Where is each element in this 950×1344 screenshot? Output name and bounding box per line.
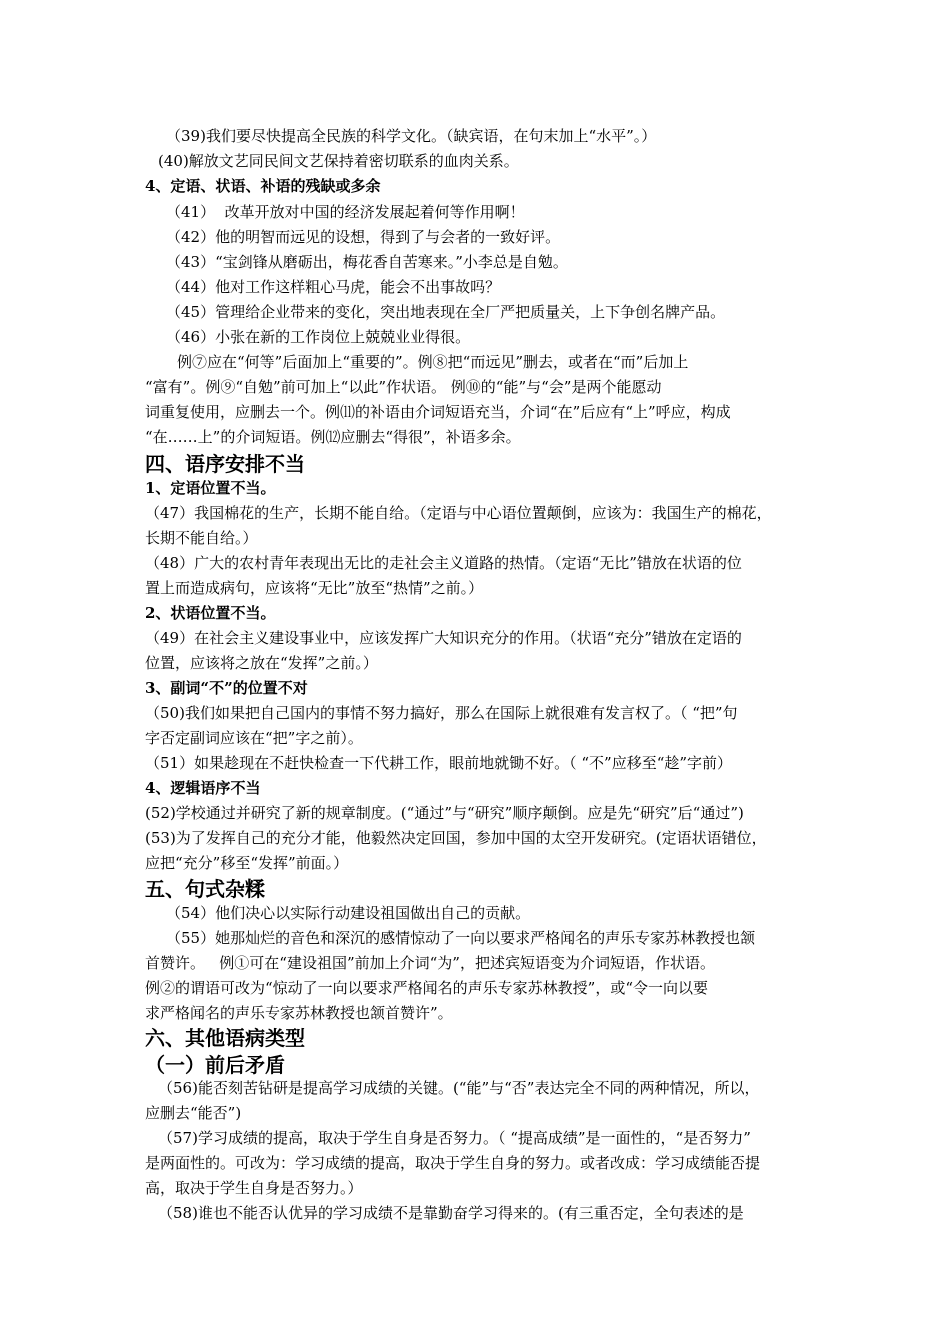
example-49-cont: 位置，应该将之放在“发挥”之前。）	[145, 654, 378, 672]
example-57-cont: 是两面性的。可改为：学习成绩的提高，取决于学生自身的努力。或者改成：学习成绩能否提	[145, 1154, 761, 1172]
example-55: （55）她那灿烂的音色和深沉的感情惊动了一向以要求严格闻名的声乐专家苏林教授也颔	[166, 929, 756, 947]
example-56: （56)能否刻苦钻研是提高学习成绩的关键。(“能”与“否”表达完全不同的两种情况，所以，	[158, 1079, 760, 1097]
example-42: （42）他的明智而远见的设想，得到了与会者的一致好评。	[166, 228, 561, 246]
explanation-line: “在……上”的介词短语。例⑿应删去“得很”，补语多余。	[145, 428, 521, 446]
example-50: （50)我们如果把自己国内的事情不努力搞好，那么在国际上就很难有发言权了。（ “把”句	[145, 704, 738, 722]
section-heading-mixed-structure: 五、句式杂糅	[145, 877, 265, 901]
subheading-logic-order: 4、逻辑语序不当	[145, 779, 261, 797]
example-56-cont: 应删去“能否”)	[145, 1104, 242, 1122]
example-43: （43）“宝剑锋从磨砺出，梅花香自苦寒来。”小李总是自勉。	[166, 253, 568, 271]
example-58: （58)谁也不能否认优异的学习成绩不是靠勤奋学习得来的。(有三重否定，全句表述的是	[158, 1204, 744, 1222]
subsection-heading-contradiction: （一）前后矛盾	[145, 1053, 285, 1077]
example-50-cont: 字否定副词应该在“把”字之前）。	[145, 729, 363, 747]
explanation-line: “富有”。例⑨“自勉”前可加上“以此”作状语。 例⑩的“能”与“会”是两个能愿动	[145, 378, 662, 396]
explanation-line: 词重复使用，应删去一个。例⑾的补语由介词短语充当，介词“在”后应有“上”呼应，构成	[145, 403, 731, 421]
example-49: （49）在社会主义建设事业中，应该发挥广大知识充分的作用。（状语“充分”错放在定语的	[145, 629, 742, 647]
section-heading-word-order: 四、语序安排不当	[145, 452, 305, 476]
example-47-cont: 长期不能自给。）	[145, 529, 258, 547]
example-40: (40)解放文艺同民间文艺保持着密切联系的血肉关系。	[158, 152, 519, 170]
example-41: （41） 改革开放对中国的经济发展起着何等作用啊！	[166, 203, 525, 221]
example-47: （47）我国棉花的生产，长期不能自给。（定语与中心语位置颠倒，应该为：我国生产的棉花，	[145, 504, 772, 522]
subheading-attributive-position: 1、定语位置不当。	[145, 479, 276, 497]
subheading-adverbial-position: 2、状语位置不当。	[145, 604, 276, 622]
explanation-line: 例⑦应在“何等”后面加上“重要的”。例⑧把“而远见”删去，或者在“而”后加上	[177, 353, 689, 371]
example-46: （46）小张在新的工作岗位上兢兢业业得很。	[166, 328, 471, 346]
example-39: （39)我们要尽快提高全民族的科学文化。（缺宾语，在句末加上“水平”。）	[166, 127, 657, 145]
example-54: （54）他们决心以实际行动建设祖国做出自己的贡献。	[166, 904, 531, 922]
example-48: （48）广大的农村青年表现出无比的走社会主义道路的热情。（定语“无比”错放在状语的位	[145, 554, 742, 572]
example-55-cont: 首赞许。 例①可在“建设祖国”前加上介词“为”，把述宾短语变为介词短语，作状语。	[145, 954, 715, 972]
example-51: （51）如果趁现在不赶快检查一下代耕工作，眼前地就锄不好。（ “不”应移至“趁”字前）	[145, 754, 733, 772]
example-52: (52)学校通过并研究了新的规章制度。(“通过”与“研究”顺序颠倒。应是先“研究”后“通过”)	[145, 804, 744, 822]
subheading-modifier-missing: 4、定语、状语、补语的残缺或多余	[145, 177, 381, 195]
example-57: （57)学习成绩的提高，取决于学生自身是否努力。（ “提高成绩”是一面性的，“是否努力”	[158, 1129, 751, 1147]
subheading-adverb-bu: 3、副词“不”的位置不对	[145, 679, 308, 697]
example-45: （45）管理给企业带来的变化，突出地表现在全厂严把质量关，上下争创名牌产品。	[166, 303, 726, 321]
example-53: (53)为了发挥自己的充分才能，他毅然决定回国，参加中国的太空开发研究。(定语状语错位，	[145, 829, 767, 847]
section-heading-other-errors: 六、其他语病类型	[145, 1026, 305, 1050]
explanation-line: 例②的谓语可改为“惊动了一向以要求严格闻名的声乐专家苏林教授”，或“令一向以要	[145, 979, 709, 997]
example-48-cont: 置上而造成病句，应该将“无比”放至“热情”之前。）	[145, 579, 484, 597]
example-53-cont: 应把“充分”移至“发挥”前面。）	[145, 854, 349, 872]
example-44: （44）他对工作这样粗心马虎，能会不出事故吗？	[166, 278, 501, 296]
explanation-line: 求严格闻名的声乐专家苏林教授也颔首赞许”。	[145, 1004, 453, 1022]
example-57-cont: 高，取决于学生自身是否努力。）	[145, 1179, 363, 1197]
